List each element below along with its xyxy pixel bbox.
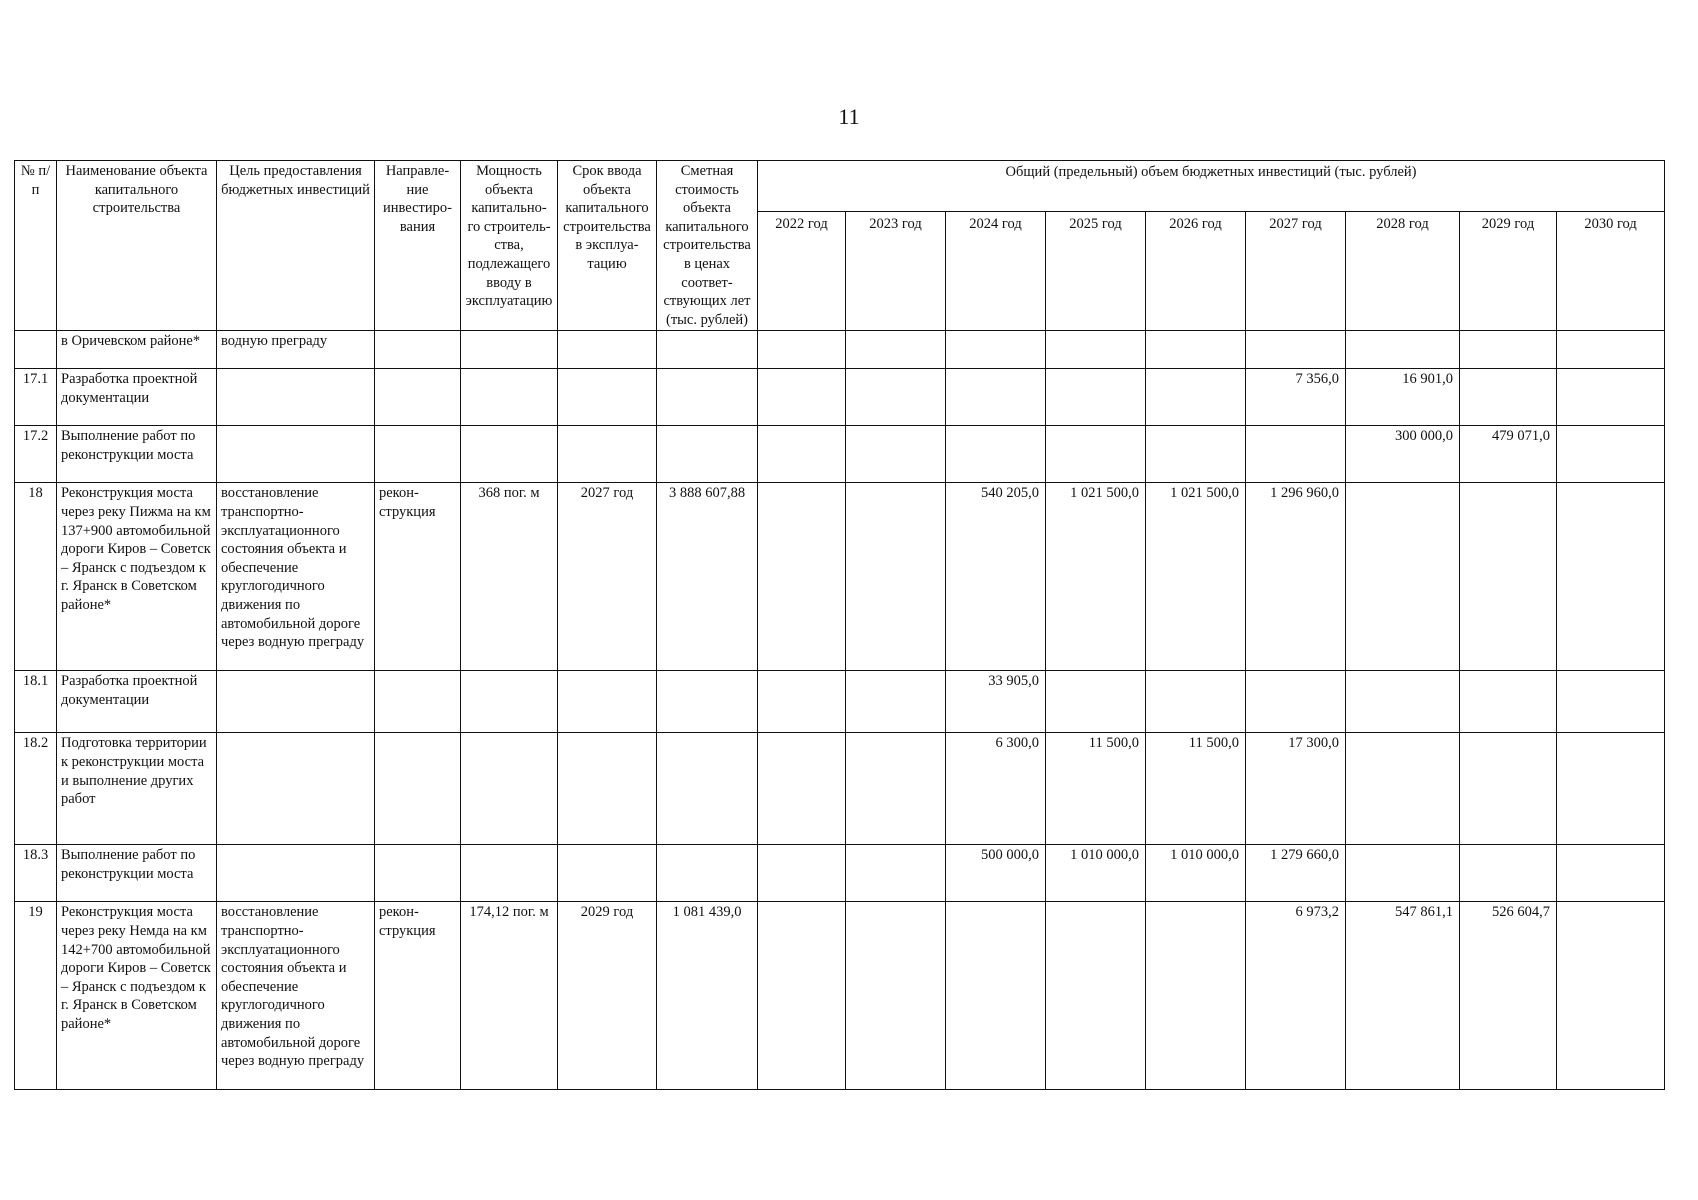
header-year: 2028 год: [1346, 211, 1460, 331]
row-year-value-cell: [1460, 331, 1557, 369]
row-year-value-cell: 7 356,0: [1246, 369, 1346, 426]
row-term-cell: [558, 369, 657, 426]
row-year-value-cell: [946, 369, 1046, 426]
row-goal-cell: [217, 845, 375, 902]
page-number: 11: [838, 104, 860, 129]
row-year-value-cell: 500 000,0: [946, 845, 1046, 902]
row-year-value-cell: [1557, 733, 1665, 845]
row-direction-cell: [375, 331, 461, 369]
header-capacity: Мощность объекта капитально-го строитель-ства, подлежащего вводу в эксплуатацию: [461, 161, 558, 331]
row-year-value-cell: [1346, 483, 1460, 671]
row-year-value-cell: [846, 733, 946, 845]
row-num-cell: 18.2: [15, 733, 57, 845]
table-body: [15, 331, 1665, 1090]
row-year-value-cell: [1146, 902, 1246, 1090]
header-year: 2029 год: [1460, 211, 1557, 331]
row-year-value-cell: [1146, 671, 1246, 733]
row-direction-cell: [375, 733, 461, 845]
row-goal-cell: [217, 426, 375, 483]
row-name-cell: Выполнение работ по реконструкции моста: [57, 426, 217, 483]
row-capacity-cell: 174,12 пог. м: [461, 902, 558, 1090]
row-year-value-cell: [1246, 426, 1346, 483]
row-year-value-cell: 1 279 660,0: [1246, 845, 1346, 902]
row-term-cell: [558, 331, 657, 369]
row-year-value-cell: [846, 902, 946, 1090]
row-year-value-cell: 1 021 500,0: [1046, 483, 1146, 671]
row-year-value-cell: 547 861,1: [1346, 902, 1460, 1090]
row-cost-cell: [657, 845, 758, 902]
row-name-cell: Подготовка территории к реконструкции моста и выполнение других работ: [57, 733, 217, 845]
row-num-cell: 18: [15, 483, 57, 671]
row-direction-cell: [375, 845, 461, 902]
row-year-value-cell: [1046, 902, 1146, 1090]
row-year-value-cell: [1146, 331, 1246, 369]
row-goal-cell: [217, 369, 375, 426]
header-cost: Сметная стоимость объекта капитального строительства в ценах соответ-ствующих лет (тыс. рублей): [657, 161, 758, 331]
row-year-value-cell: [1557, 483, 1665, 671]
row-year-value-cell: 1 010 000,0: [1046, 845, 1146, 902]
row-year-value-cell: [1146, 426, 1246, 483]
row-num-cell: 19: [15, 902, 57, 1090]
row-cost-cell: [657, 671, 758, 733]
row-year-value-cell: [1346, 671, 1460, 733]
header-year: 2030 год: [1557, 211, 1665, 331]
row-cost-cell: [657, 331, 758, 369]
row-year-value-cell: [758, 902, 846, 1090]
row-cost-cell: 3 888 607,88: [657, 483, 758, 671]
table-row: [15, 369, 1665, 426]
row-term-cell: 2029 год: [558, 902, 657, 1090]
row-year-value-cell: [1460, 733, 1557, 845]
row-year-value-cell: [1460, 483, 1557, 671]
row-capacity-cell: [461, 331, 558, 369]
table-row: [15, 671, 1665, 733]
table-row: [15, 426, 1665, 483]
header-year: 2022 год: [758, 211, 846, 331]
row-year-value-cell: [1346, 331, 1460, 369]
header-year: 2023 год: [846, 211, 946, 331]
row-year-value-cell: [1346, 845, 1460, 902]
row-year-value-cell: 11 500,0: [1046, 733, 1146, 845]
row-direction-cell: [375, 671, 461, 733]
row-term-cell: 2027 год: [558, 483, 657, 671]
row-name-cell: Разработка проектной документации: [57, 671, 217, 733]
row-year-value-cell: [846, 671, 946, 733]
row-year-value-cell: [946, 426, 1046, 483]
row-goal-cell: [217, 671, 375, 733]
row-year-value-cell: 17 300,0: [1246, 733, 1346, 845]
row-year-value-cell: [1460, 369, 1557, 426]
row-year-value-cell: 6 973,2: [1246, 902, 1346, 1090]
row-capacity-cell: 368 пог. м: [461, 483, 558, 671]
row-name-cell: Разработка проектной документации: [57, 369, 217, 426]
row-year-value-cell: [1046, 331, 1146, 369]
row-goal-cell: восстановление транспортно-эксплуатационного состояния объекта и обеспечение круглогодичного движения по автомобильной дороге через водную преграду: [217, 483, 375, 671]
row-year-value-cell: [1557, 845, 1665, 902]
row-name-cell: Выполнение работ по реконструкции моста: [57, 845, 217, 902]
table-row: [15, 845, 1665, 902]
investment-table-wrapper: [14, 160, 1665, 1090]
row-direction-cell: [375, 426, 461, 483]
table-row: [15, 483, 1665, 671]
header-name: Наименование объекта капитального строительства: [57, 161, 217, 331]
row-term-cell: [558, 671, 657, 733]
row-num-cell: [15, 331, 57, 369]
row-year-value-cell: [946, 902, 1046, 1090]
row-capacity-cell: [461, 426, 558, 483]
row-year-value-cell: [758, 483, 846, 671]
row-goal-cell: [217, 733, 375, 845]
row-year-value-cell: 33 905,0: [946, 671, 1046, 733]
row-capacity-cell: [461, 733, 558, 845]
row-year-value-cell: [1046, 369, 1146, 426]
table-row: [15, 331, 1665, 369]
row-year-value-cell: [1557, 902, 1665, 1090]
row-year-value-cell: 11 500,0: [1146, 733, 1246, 845]
row-term-cell: [558, 426, 657, 483]
row-year-value-cell: 540 205,0: [946, 483, 1046, 671]
header-year: 2025 год: [1046, 211, 1146, 331]
row-year-value-cell: [1460, 845, 1557, 902]
row-name-cell: Реконструкция моста через реку Пижма на км 137+900 автомобильной дороги Киров – Советск – Яранск с подъездом к г. Яранск в Советском районе*: [57, 483, 217, 671]
row-name-cell: в Оричевском районе*: [57, 331, 217, 369]
row-capacity-cell: [461, 845, 558, 902]
row-year-value-cell: 1 010 000,0: [1146, 845, 1246, 902]
row-year-value-cell: [1146, 369, 1246, 426]
header-year: 2026 год: [1146, 211, 1246, 331]
header-goal: Цель предоставления бюджетных инвестиций: [217, 161, 375, 331]
row-year-value-cell: [946, 331, 1046, 369]
header-num: № п/п: [15, 161, 57, 331]
row-term-cell: [558, 733, 657, 845]
row-year-value-cell: [1557, 331, 1665, 369]
row-year-value-cell: [1246, 671, 1346, 733]
row-year-value-cell: 1 021 500,0: [1146, 483, 1246, 671]
row-year-value-cell: [758, 331, 846, 369]
row-term-cell: [558, 845, 657, 902]
row-num-cell: 18.1: [15, 671, 57, 733]
header-direction: Направле-ние инвестиро-вания: [375, 161, 461, 331]
row-year-value-cell: 300 000,0: [1346, 426, 1460, 483]
row-year-value-cell: 6 300,0: [946, 733, 1046, 845]
row-cost-cell: [657, 426, 758, 483]
row-year-value-cell: 1 296 960,0: [1246, 483, 1346, 671]
row-num-cell: 18.3: [15, 845, 57, 902]
row-year-value-cell: 16 901,0: [1346, 369, 1460, 426]
row-year-value-cell: [1557, 369, 1665, 426]
row-year-value-cell: [1046, 671, 1146, 733]
investment-table: [14, 160, 1665, 1090]
row-year-value-cell: [846, 845, 946, 902]
row-capacity-cell: [461, 671, 558, 733]
row-year-value-cell: [758, 426, 846, 483]
row-direction-cell: рекон-струкция: [375, 902, 461, 1090]
row-capacity-cell: [461, 369, 558, 426]
row-year-value-cell: [758, 671, 846, 733]
row-cost-cell: [657, 369, 758, 426]
row-year-value-cell: [1046, 426, 1146, 483]
row-year-value-cell: [758, 733, 846, 845]
table-row: [15, 733, 1665, 845]
row-year-value-cell: [1246, 331, 1346, 369]
row-year-value-cell: [846, 369, 946, 426]
row-year-value-cell: 479 071,0: [1460, 426, 1557, 483]
row-year-value-cell: [1557, 671, 1665, 733]
header-term: Срок ввода объекта капитального строительства в эксплуа-тацию: [558, 161, 657, 331]
row-year-value-cell: [846, 426, 946, 483]
row-year-value-cell: [1460, 671, 1557, 733]
row-direction-cell: [375, 369, 461, 426]
row-year-value-cell: [1346, 733, 1460, 845]
row-num-cell: 17.1: [15, 369, 57, 426]
row-year-value-cell: [1557, 426, 1665, 483]
row-name-cell: Реконструкция моста через реку Немда на км 142+700 автомобильной дороги Киров – Советск – Яранск с подъездом к г. Яранск в Советском районе*: [57, 902, 217, 1090]
row-cost-cell: [657, 733, 758, 845]
row-year-value-cell: [758, 369, 846, 426]
row-num-cell: 17.2: [15, 426, 57, 483]
table-row: [15, 902, 1665, 1090]
row-year-value-cell: [846, 331, 946, 369]
header-year: 2027 год: [1246, 211, 1346, 331]
header-investments: Общий (предельный) объем бюджетных инвестиций (тыс. рублей): [758, 161, 1665, 212]
row-year-value-cell: 526 604,7: [1460, 902, 1557, 1090]
header-year: 2024 год: [946, 211, 1046, 331]
row-goal-cell: водную преграду: [217, 331, 375, 369]
row-goal-cell: восстановление транспортно-эксплуатационного состояния объекта и обеспечение круглогодичного движения по автомобильной дороге через водную преграду: [217, 902, 375, 1090]
row-direction-cell: рекон-струкция: [375, 483, 461, 671]
table-header: [15, 161, 1665, 331]
row-year-value-cell: [758, 845, 846, 902]
row-cost-cell: 1 081 439,0: [657, 902, 758, 1090]
row-year-value-cell: [846, 483, 946, 671]
